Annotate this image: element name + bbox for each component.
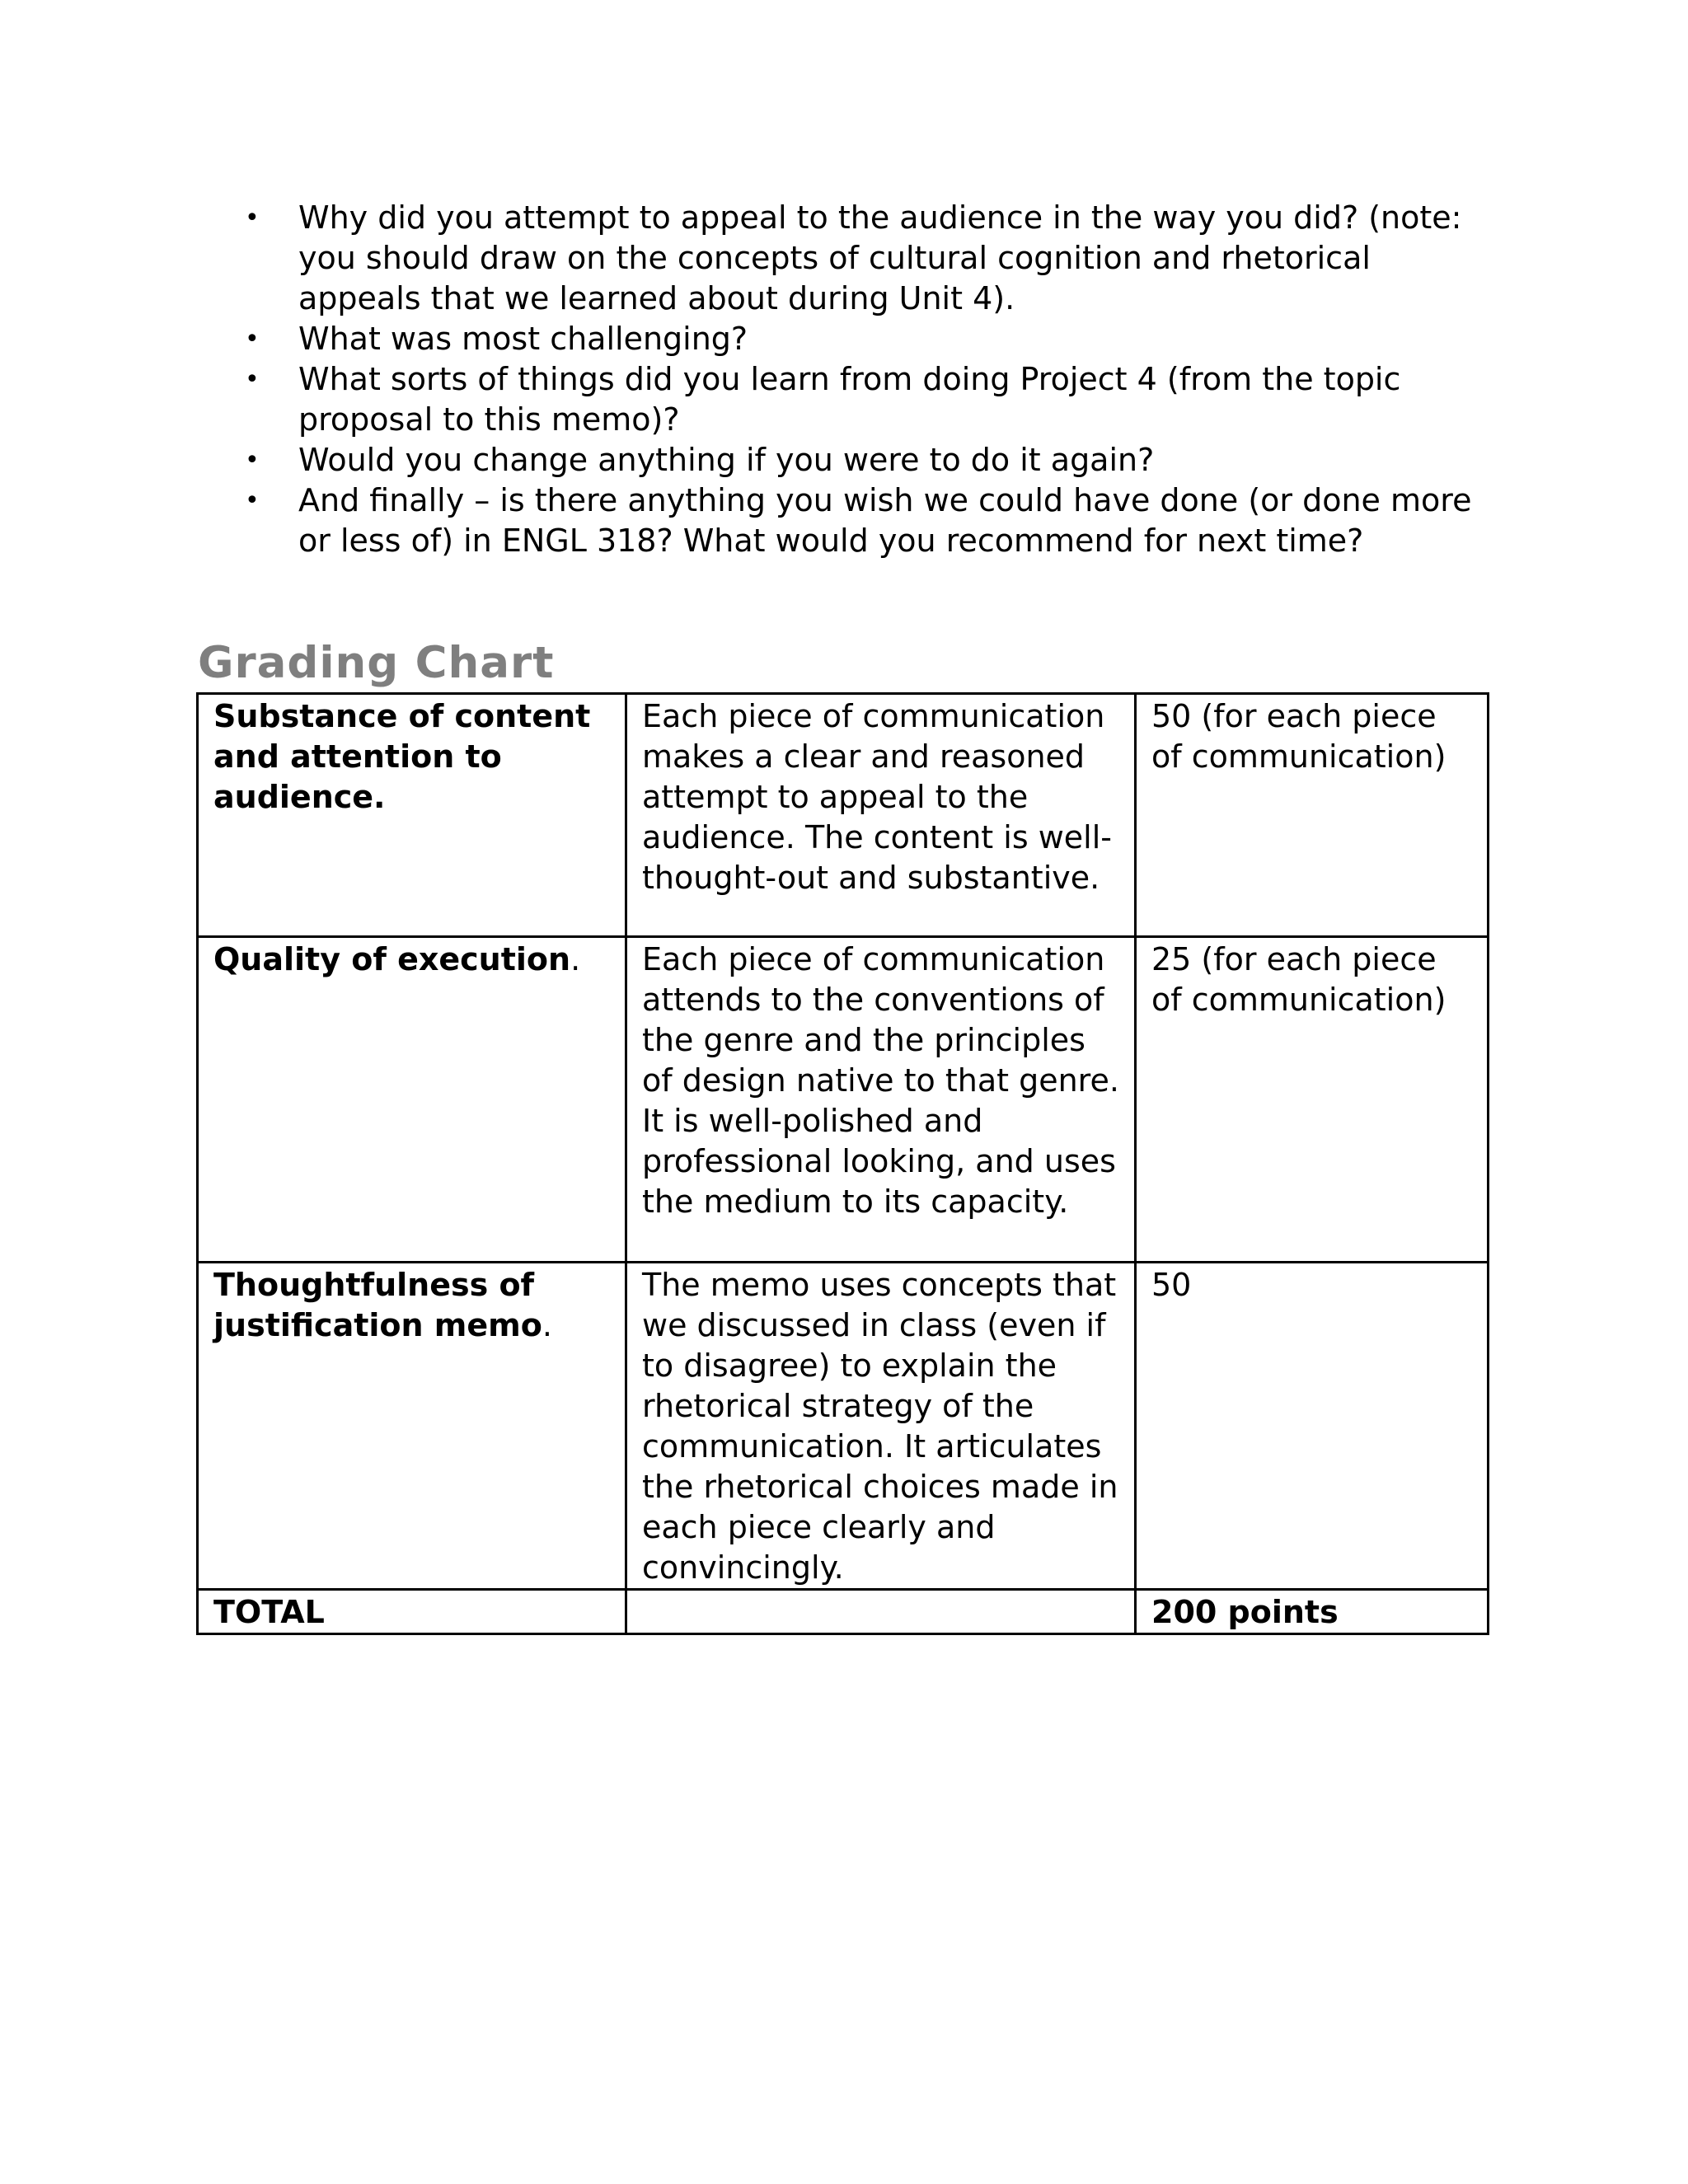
criterion-cell bbox=[198, 694, 626, 937]
question-text: Why did you attempt to appeal to the audience in the way you did? (note: you should draw on the concepts of cultural cognition and rhetorical appeals that we learned about during Unit 4). bbox=[298, 199, 1462, 316]
question-text: And finally – is there anything you wish we could have done (or done more or less of) in ENGL 318? What would you recommend for next time? bbox=[298, 482, 1472, 559]
bullet-icon: • bbox=[245, 365, 260, 394]
total-row bbox=[198, 1590, 1489, 1634]
description-cell bbox=[626, 1263, 1136, 1590]
description-text: The memo uses concepts that we discussed in class (even if to disagree) to explain the rhetorical strategy of the communication. It articulates the rhetorical choices made in each piece clearly and convincingly. bbox=[642, 1267, 1118, 1586]
total-description-cell bbox=[626, 1590, 1136, 1634]
total-label-cell bbox=[198, 1590, 626, 1634]
question-text: Would you change anything if you were to do it again? bbox=[298, 442, 1155, 478]
list-item bbox=[196, 480, 1498, 561]
list-item bbox=[196, 319, 1498, 359]
grading-chart-table bbox=[196, 692, 1489, 1635]
criterion-text: Substance of content and attention to audience. bbox=[213, 698, 591, 815]
grading-chart-heading: Grading Chart bbox=[198, 638, 555, 688]
criterion-cell bbox=[198, 1263, 626, 1590]
list-item bbox=[196, 198, 1498, 319]
criterion-cell bbox=[198, 937, 626, 1263]
description-cell bbox=[626, 694, 1136, 937]
description-cell bbox=[626, 937, 1136, 1263]
table-row bbox=[198, 694, 1489, 937]
criterion-text: Quality of execution bbox=[213, 941, 571, 977]
question-list bbox=[196, 198, 1498, 561]
points-cell bbox=[1136, 1263, 1489, 1590]
bullet-icon: • bbox=[245, 204, 260, 232]
criterion-suffix: . bbox=[542, 1307, 552, 1343]
list-item bbox=[196, 359, 1498, 440]
question-text: What sorts of things did you learn from doing Project 4 (from the topic proposal to this memo)? bbox=[298, 361, 1401, 438]
criterion-suffix: . bbox=[570, 941, 581, 977]
total-points-cell bbox=[1136, 1590, 1489, 1634]
total-label: TOTAL bbox=[213, 1594, 325, 1630]
description-text: Each piece of communication makes a clear and reasoned attempt to appeal to the audience. The content is well-thought-out and substantive. bbox=[642, 698, 1112, 896]
table-row bbox=[198, 937, 1489, 1263]
description-text: Each piece of communication attends to the conventions of the genre and the principles of design native to that genre. It is well-polished and professional looking, and uses the medium to its capacity. bbox=[642, 941, 1119, 1220]
bullet-icon: • bbox=[245, 446, 260, 475]
list-item bbox=[196, 440, 1498, 480]
points-text: 50 bbox=[1151, 1267, 1192, 1303]
bullet-icon: • bbox=[245, 325, 260, 354]
bullet-icon: • bbox=[245, 486, 260, 515]
criterion-text: Thoughtfulness of justification memo bbox=[213, 1267, 542, 1343]
points-text: 50 (for each piece of communication) bbox=[1151, 698, 1447, 775]
question-text: What was most challenging? bbox=[298, 321, 748, 357]
table-row bbox=[198, 1263, 1489, 1590]
points-text: 25 (for each piece of communication) bbox=[1151, 941, 1447, 1018]
total-points: 200 points bbox=[1151, 1594, 1339, 1630]
points-cell bbox=[1136, 937, 1489, 1263]
points-cell bbox=[1136, 694, 1489, 937]
